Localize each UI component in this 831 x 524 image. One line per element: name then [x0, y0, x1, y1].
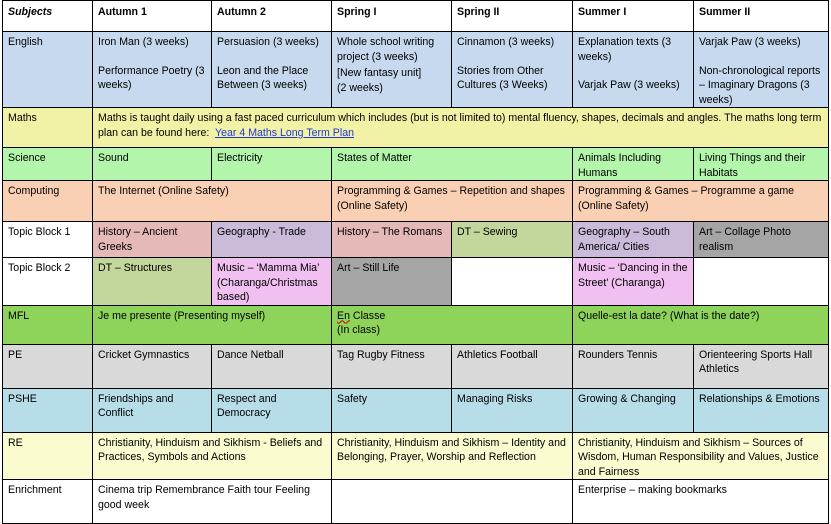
english-summer-2	[694, 32, 829, 108]
pshe-autumn-2: Respect and Democracy	[212, 388, 332, 432]
row-pshe	[3, 388, 829, 432]
english-summer-2-unit-2: Non-chronological reports – Imaginary Dragons (3 weeks)	[699, 64, 821, 106]
english-spring-2	[452, 32, 573, 108]
english-spring-1	[332, 32, 452, 108]
enrichment-spring	[332, 480, 573, 524]
enrichment-autumn: Cinema trip Remembrance Faith tour Feeling good week	[93, 480, 332, 524]
english-spring-1-unit-2: [New fantasy unit] (2 weeks)	[337, 67, 422, 94]
english-autumn-2-unit-1: Persuasion (3 weeks)	[217, 36, 319, 48]
row-computing	[3, 181, 829, 222]
header-autumn-1: Autumn 1	[93, 1, 212, 32]
row-topic-block-2	[3, 258, 829, 306]
topic1-summer-1: Geography – South America/ Cities	[573, 222, 694, 258]
row-english	[3, 32, 829, 108]
subject-science: Science	[3, 148, 93, 181]
pe-autumn-2: Dance Netball	[212, 344, 332, 388]
pshe-spring-1: Safety	[332, 388, 452, 432]
pshe-spring-2: Managing Risks	[452, 388, 573, 432]
header-spring-1: Spring I	[332, 1, 452, 32]
topic2-summer-2	[694, 258, 829, 306]
mfl-summer: Quelle-est la date? (What is the date?)	[573, 305, 829, 344]
row-science	[3, 148, 829, 181]
science-autumn-2: Electricity	[212, 148, 332, 181]
topic2-autumn-1: DT – Structures	[93, 258, 212, 306]
header-spring-2: Spring II	[452, 1, 573, 32]
pe-autumn-1: Cricket Gymnastics	[93, 344, 212, 388]
english-spring-2-unit-2: Stories from Other Cultures (3 Weeks)	[457, 64, 548, 91]
header-summer-1: Summer I	[573, 1, 694, 32]
curriculum-table	[2, 0, 829, 524]
english-spring-1-unit-1: Whole school writing project (3 weeks)	[337, 36, 435, 63]
maths-long-term-plan-link[interactable]: Year 4 Maths Long Term Plan	[215, 126, 355, 139]
mfl-spring-title	[337, 309, 568, 324]
row-pe	[3, 344, 829, 388]
subject-enrichment: Enrichment	[3, 480, 93, 524]
computing-spring: Programming & Games – Repetition and shapes (Online Safety)	[332, 181, 573, 222]
maths-description	[93, 108, 829, 148]
science-summer-2: Living Things and their Habitats	[694, 148, 829, 181]
english-autumn-1-unit-1: Iron Man (3 weeks)	[98, 36, 189, 48]
english-autumn-1	[93, 32, 212, 108]
computing-autumn: The Internet (Online Safety)	[93, 181, 332, 222]
subject-maths: Maths	[3, 108, 93, 148]
pe-summer-2: Orienteering Sports Hall Athletics	[694, 344, 829, 388]
pshe-summer-1: Growing & Changing	[573, 388, 694, 432]
subject-re: RE	[3, 432, 93, 480]
english-autumn-2-unit-2: Leon and the Place Between (3 weeks)	[217, 64, 309, 91]
pe-spring-2: Athletics Football	[452, 344, 573, 388]
mfl-spring-title-rest: Classe	[349, 309, 386, 322]
subject-topic-block-1: Topic Block 1	[3, 222, 93, 258]
subject-english: English	[3, 32, 93, 108]
science-spring: States of Matter	[332, 148, 573, 181]
header-summer-2: Summer II	[694, 1, 829, 32]
topic2-summer-1: Music – ‘Dancing in the Street’ (Charanga)	[573, 258, 694, 306]
topic2-spring-1: Art – Still Life	[332, 258, 452, 306]
header-subjects: Subjects	[3, 1, 93, 32]
subject-computing: Computing	[3, 181, 93, 222]
subject-topic-block-2: Topic Block 2	[3, 258, 93, 306]
topic1-spring-2: DT – Sewing	[452, 222, 573, 258]
subject-pshe: PSHE	[3, 388, 93, 432]
science-summer-1: Animals Including Humans	[573, 148, 694, 181]
science-autumn-1: Sound	[93, 148, 212, 181]
english-summer-1-unit-2: Varjak Paw (3 weeks)	[578, 79, 680, 91]
topic1-spring-1: History – The Romans	[332, 222, 452, 258]
re-summer: Christianity, Hinduism and Sikhism – Sources of Wisdom, Human Responsibility and Values, Justice and Fairness	[573, 432, 829, 480]
pshe-autumn-1: Friendships and Conflict	[93, 388, 212, 432]
pe-spring-1: Tag Rugby Fitness	[332, 344, 452, 388]
computing-summer: Programming & Games – Programme a game (Online Safety)	[573, 181, 829, 222]
row-enrichment	[3, 480, 829, 524]
english-summer-1	[573, 32, 694, 108]
re-spring: Christianity, Hinduism and Sikhism – Identity and Belonging, Prayer, Worship and Reflection	[332, 432, 573, 480]
topic2-spring-2	[452, 258, 573, 306]
english-spring-2-unit-1: Cinnamon (3 weeks)	[457, 36, 555, 48]
row-mfl	[3, 305, 829, 344]
english-autumn-2	[212, 32, 332, 108]
mfl-spring-title-en: En	[337, 309, 350, 322]
header-row	[3, 1, 829, 32]
enrichment-summer: Enterprise – making bookmarks	[573, 480, 829, 524]
row-re	[3, 432, 829, 480]
subject-pe: PE	[3, 344, 93, 388]
maths-text: Maths is taught daily using a fast paced curriculum which includes (but is not limited to) mental fluency, shapes, decimals and angles. The maths long term plan can be found here:	[98, 112, 822, 139]
subject-mfl: MFL	[3, 305, 93, 344]
row-maths	[3, 108, 829, 148]
header-autumn-2: Autumn 2	[212, 1, 332, 32]
row-topic-block-1	[3, 222, 829, 258]
mfl-spring	[332, 305, 573, 344]
pshe-summer-2: Relationships & Emotions	[694, 388, 829, 432]
english-autumn-1-unit-2: Performance Poetry (3 weeks)	[98, 64, 205, 91]
topic1-autumn-2: Geography - Trade	[212, 222, 332, 258]
re-autumn: Christianity, Hinduism and Sikhism - Beliefs and Practices, Symbols and Actions	[93, 432, 332, 480]
topic1-autumn-1: History – Ancient Greeks	[93, 222, 212, 258]
mfl-spring-subtitle: (In class)	[337, 324, 380, 336]
english-summer-1-unit-1: Explanation texts (3 weeks)	[578, 36, 672, 63]
topic1-summer-2: Art – Collage Photo realism	[694, 222, 829, 258]
topic2-autumn-2: Music – ‘Mamma Mia’ (Charanga/Christmas based)	[212, 258, 332, 306]
english-summer-2-unit-1: Varjak Paw (3 weeks)	[699, 36, 801, 48]
pe-summer-1: Rounders Tennis	[573, 344, 694, 388]
mfl-autumn: Je me presente (Presenting myself)	[93, 305, 332, 344]
